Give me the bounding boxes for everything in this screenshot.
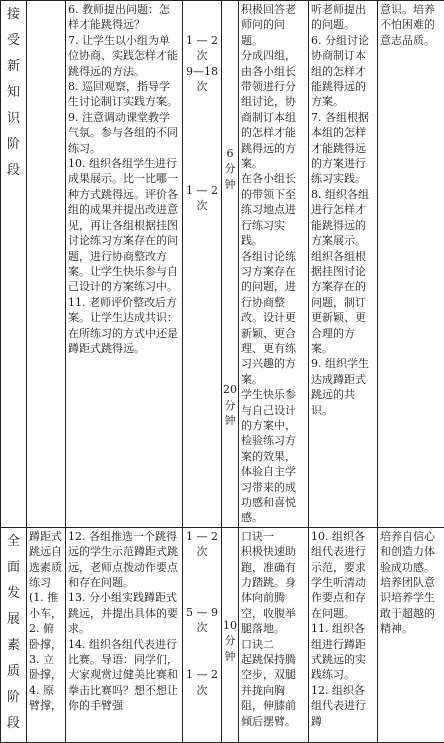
- goal-text: 培养自信心和创造力体验成功感。培养团队意识培养学生敢于超越的精神。: [380, 529, 442, 637]
- content-cell: [27, 527, 66, 742]
- times-text: 9—18: [185, 64, 219, 79]
- content-line: 3. 立卧撑，: [29, 652, 63, 683]
- student-step: 在各小组长的带领下至练习地点进行练习实践。: [241, 171, 306, 248]
- organization-step: 9. 组织学生达成蹲距式跳远的共识。: [311, 356, 375, 418]
- times-text: 1 — 2: [185, 529, 219, 544]
- organization-step: 11. 组织各组进行蹲距式跳远的实践练习。: [311, 621, 375, 683]
- goals-cell: [378, 1, 444, 528]
- stage-char: 新: [3, 54, 24, 80]
- times-text: 次: [185, 79, 219, 94]
- minutes-text: 6: [222, 146, 238, 161]
- organization-step: 组织各组根据挂图讨论方案存在的问题，制订更新颖、更合理的方案。: [311, 249, 375, 357]
- student-activity-cell: [239, 1, 309, 528]
- minutes-text: 分: [222, 633, 238, 648]
- times-text: 次: [185, 198, 219, 213]
- stage-char: 素: [3, 633, 24, 659]
- teacher-step: 6. 教师提出问题：怎样才能跳得远？: [68, 2, 180, 33]
- student-activity-cell: [239, 527, 309, 742]
- minutes-text: 钟: [222, 177, 238, 192]
- stage-char: 阶: [3, 132, 24, 158]
- stage-char: 段: [3, 158, 24, 184]
- organization-step: 8. 组织各组进行怎样才能跳得远的方案展示。: [311, 187, 375, 249]
- times-text: 5 — 9: [185, 605, 219, 620]
- teacher-activity-cell: [66, 527, 183, 742]
- student-step: 口诀二: [241, 637, 306, 652]
- stage-char: 阶: [3, 685, 24, 711]
- student-step: 学生快乐参与自己设计的方案中，检验练习方案的效果，体验自主学习带来的成功感和喜悦感。: [241, 387, 306, 526]
- goals-cell: [378, 527, 444, 742]
- teacher-step: 11. 老师评价整改后方案。让学生达成共识：在所练习的方式中还是蹲距式跳得远。: [68, 295, 180, 357]
- times-text: 1 — 2: [185, 183, 219, 198]
- content-line: 4. 原臂撑，: [29, 683, 63, 714]
- stage-char: 全: [3, 529, 24, 555]
- teacher-activity-cell: [66, 1, 183, 528]
- stage-char: 展: [3, 607, 24, 633]
- stage-char: 识: [3, 106, 24, 132]
- stage-char: 段: [3, 711, 24, 737]
- stage-char: 受: [3, 28, 24, 54]
- student-step: 起跳保持腾空步，双腿并拢向胸阻，伸膝前倾后摆臂。: [241, 652, 306, 729]
- stage-char: 质: [3, 659, 24, 685]
- teacher-step: 8. 巡回观察，指导学生讨论制订实践方案。: [68, 79, 180, 110]
- teacher-step: 12. 各组推选一个跳得远的学生示范蹲距式跳远，老师点拨动作要点和存在问题。: [68, 529, 180, 591]
- times-cell: [183, 527, 222, 742]
- stage-char: 接: [3, 2, 24, 28]
- stage-label-all-round-development: [1, 527, 27, 742]
- organization-step: 6. 分组讨论协商制订本组的怎样才能跳得远的方案。: [311, 33, 375, 110]
- minutes-text: 10: [222, 618, 238, 633]
- times-text: 1 — 2: [185, 667, 219, 682]
- times-text: 1 — 2: [185, 33, 219, 48]
- stage-char: 面: [3, 555, 24, 581]
- content-line: (1. 推小车，: [29, 590, 63, 621]
- student-step: 积极快速助跑，准确有力踏跳。身体向前腾空，收腹举腿落地。: [241, 544, 306, 636]
- organization-step: 12. 组织各组代表进行蹲: [311, 683, 375, 729]
- content-cell: [27, 1, 66, 528]
- teacher-step: 10. 组织各组学生进行成果展示。比一比哪一种方式跳得远。评价各组的成果并提出改进意见，再让各组根据挂图讨论练习方案存在的问题，进行协商整改方案。让学生快乐参与自己设计的方案练习中。: [68, 156, 180, 295]
- minutes-cell: [222, 1, 239, 528]
- student-step: 口诀一: [241, 529, 306, 544]
- student-step: 积极回答老师问的问题。: [241, 2, 306, 48]
- organization-step: 7. 各组根据本组的怎样才能跳得远的方案进行练习实践。: [311, 110, 375, 187]
- student-step: 各组讨论练习方案存在的问题，进行协商整改。设计更新颖、更合理、更有练习兴趣的方案。: [241, 249, 306, 388]
- minutes-cell: [222, 527, 239, 742]
- minutes-text: 分: [222, 161, 238, 176]
- content-line: 蹲距式跳远自选素质练习: [29, 529, 63, 591]
- minutes-text: 钟: [222, 413, 238, 428]
- student-step: 分成四组，由各小组长带领进行分组讨论，协商制订本组的怎样才能跳得远的方案。: [241, 48, 306, 171]
- times-text: 次: [185, 544, 219, 559]
- times-text: 次: [185, 620, 219, 635]
- content-line: 2. 俯卧撑，: [29, 621, 63, 652]
- organization-cell: [309, 527, 378, 742]
- minutes-text: 20: [222, 382, 238, 397]
- stage-label-receive-new-knowledge: [1, 1, 27, 528]
- times-cell: [183, 1, 222, 528]
- teacher-step: 9. 注意调动课堂教学气氛。参与各组的不同练习。: [68, 110, 180, 156]
- teacher-step: 13. 分小组实践蹲距式跳远，并提出具体的要求。: [68, 590, 180, 636]
- organization-cell: [309, 1, 378, 528]
- minutes-text: 分: [222, 398, 238, 413]
- times-text: 次: [185, 683, 219, 698]
- stage-char: 发: [3, 581, 24, 607]
- organization-step: 10. 组织各组代表进行示范，要求学生听清动作要点和存在问题。: [311, 529, 375, 621]
- goal-text: 意识。培养不怕困难的意志品质。: [380, 2, 442, 48]
- organization-step: 听老师提出的问题。: [311, 2, 375, 33]
- times-text: 次: [185, 48, 219, 63]
- stage-char: 知: [3, 80, 24, 106]
- minutes-text: 钟: [222, 649, 238, 664]
- table-row: [1, 527, 444, 742]
- teacher-step: 14. 组织各组代表进行比赛。导语：同学们，大家观赏过健美比赛和拳击比赛吗？想不想让你的手臂强: [68, 637, 180, 714]
- table-row: [1, 1, 444, 528]
- teacher-step: 7. 让学生以小组为单位协商、实践怎样才能跳得远的方法。: [68, 33, 180, 79]
